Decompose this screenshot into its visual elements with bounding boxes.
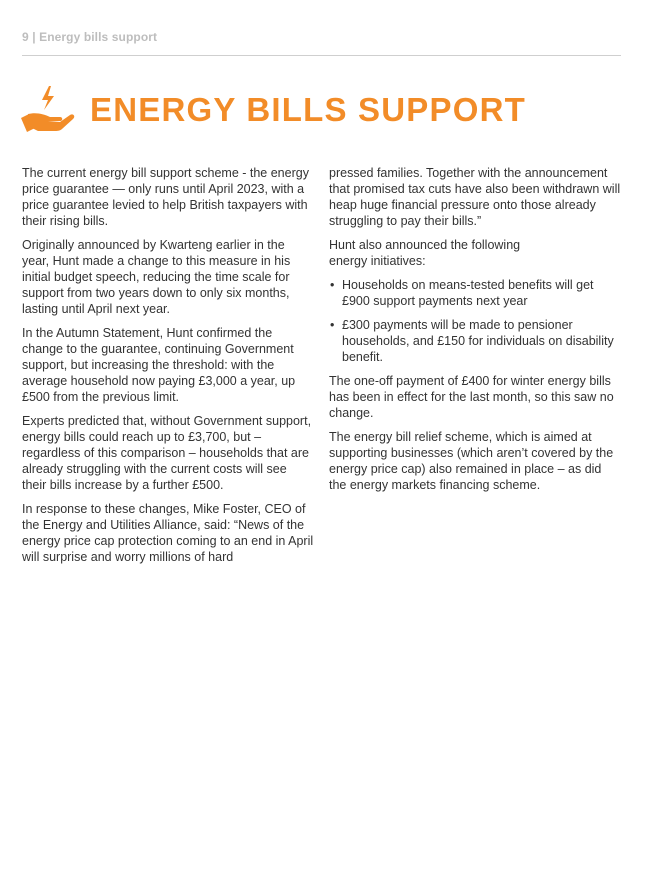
list-item bbox=[329, 317, 621, 365]
right-column bbox=[329, 165, 621, 501]
paragraph: The current energy bill support scheme - the energy price guarantee — only runs until April 2023, with a price guarantee levied to help British taxpayers with their rising bills. bbox=[22, 166, 309, 228]
hand-with-lightning-icon bbox=[20, 84, 76, 132]
bullet-glyph: • bbox=[330, 318, 335, 332]
section-title: ENERGY BILLS SUPPORT bbox=[90, 90, 526, 128]
header-divider bbox=[22, 55, 621, 56]
paragraph: In the Autumn Statement, Hunt confirmed the change to the guarantee, continuing Government support, but increasing the threshold: with the average household now paying £3,000 a year, up £500 from the previous limit. bbox=[22, 326, 296, 404]
paragraph: The one-off payment of £400 for winter energy bills has been in effect for the last month, so this saw no change. bbox=[329, 374, 614, 420]
section-title-row bbox=[20, 84, 526, 132]
list-item-text: £300 payments will be made to pensioner households, and £150 for individuals on disability benefit. bbox=[342, 318, 614, 364]
bullet-glyph: • bbox=[330, 278, 335, 292]
paragraph: Hunt also announced the following energy initiatives: bbox=[329, 238, 521, 268]
paragraph: In response to these changes, Mike Foster, CEO of the Energy and Utilities Alliance, said: “News of the energy price cap protection coming to an end in April will surprise and worry millions of hard bbox=[22, 502, 314, 564]
list-item-text: Households on means-tested benefits will get £900 support payments next year bbox=[342, 278, 594, 308]
running-header: 9 | Energy bills support bbox=[22, 30, 158, 44]
paragraph: pressed families. Together with the announcement that promised tax cuts have also been withdrawn will heap huge financial pressure onto those already struggling to pay their bills.” bbox=[329, 166, 621, 228]
paragraph: The energy bill relief scheme, which is aimed at supporting businesses (which aren’t covered by the energy price cap) also remained in place – as did the energy markets financing scheme. bbox=[329, 430, 614, 492]
initiatives-list bbox=[329, 277, 621, 365]
paragraph: Experts predicted that, without Government support, energy bills could reach up to £3,700, but – regardless of this comparison – households that are already struggling with the current costs will see their bills increase by a further £500. bbox=[22, 414, 312, 492]
paragraph: Originally announced by Kwarteng earlier in the year, Hunt made a change to this measure in his initial budget speech, reducing the time scale for support from two years down to only six months, lasting until April next year. bbox=[22, 238, 291, 316]
list-item bbox=[329, 277, 621, 309]
left-column bbox=[22, 165, 314, 573]
